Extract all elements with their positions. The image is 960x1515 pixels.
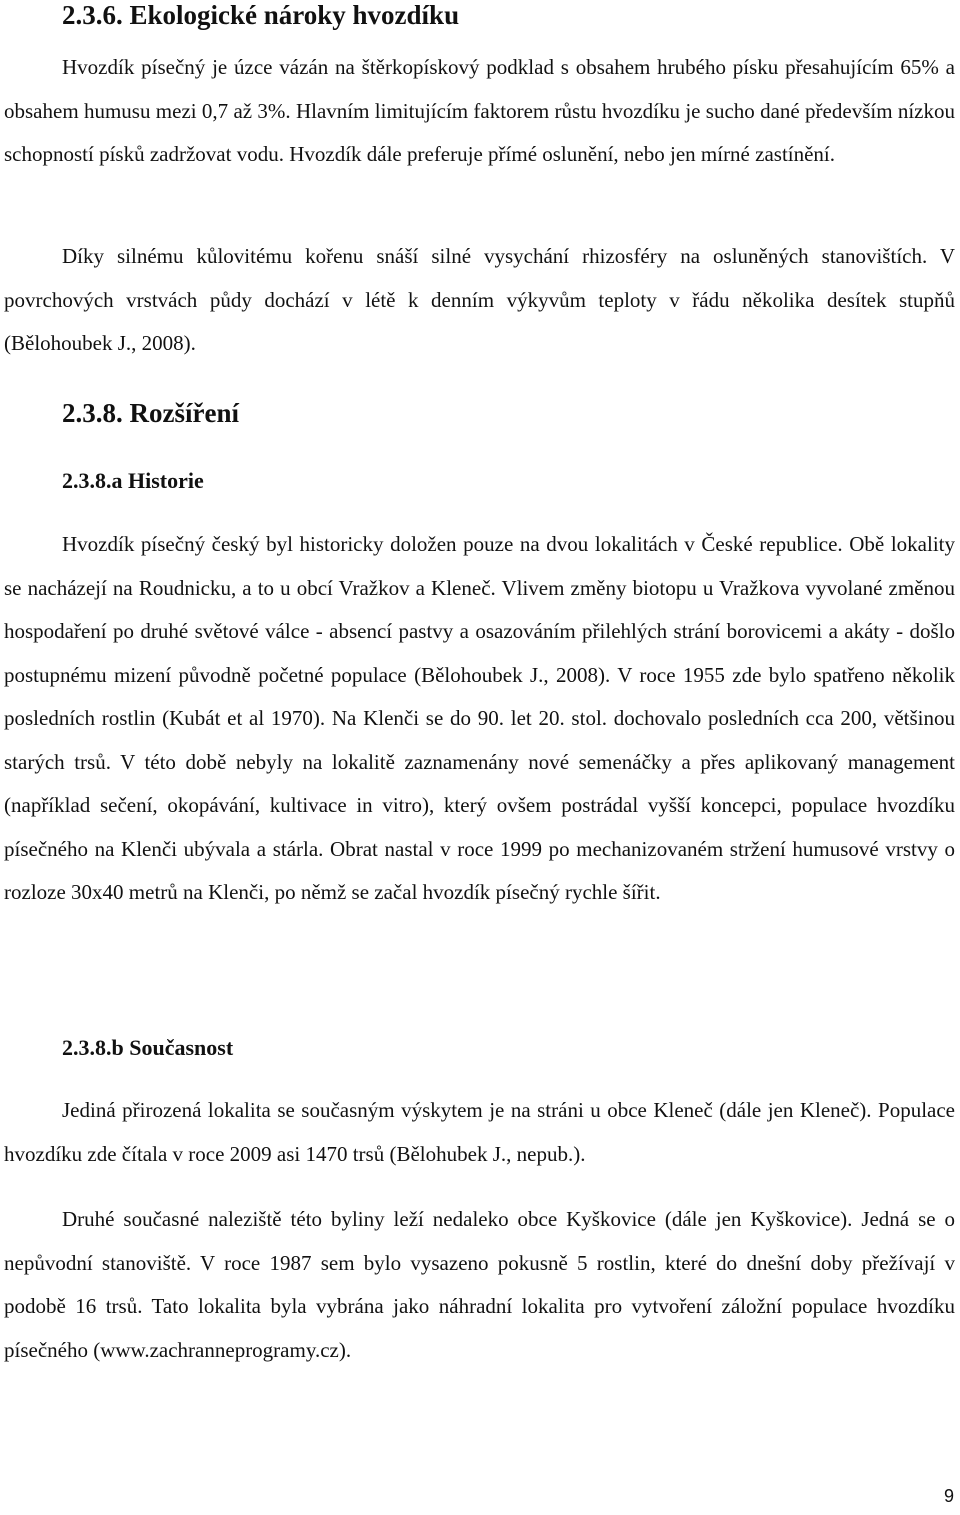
subsection-heading-history: 2.3.8.a Historie — [62, 468, 204, 493]
paragraph-ecology-2: Díky silnému kůlovitému kořenu snáší silné vysychání rhizosféry na osluněných stanovištích. V povrchových vrstvách půdy dochází v létě k denním výkyvům teploty v řádu několika desítek stupňů (Bělohoubek J., 2008). — [4, 244, 955, 355]
page-number: 9 — [943, 1486, 954, 1506]
paragraph-history: Hvozdík písečný český byl historicky doložen pouze na dvou lokalitách v České republice. Obě lokality se nacházejí na Roudnicku, a to u obcí Vražkov a Kleneč. Vlivem změny biotopu u Vražkova vyvolané změnou hospodaření po druhé světové válce - absencí pastvy a osazováním přilehlých strání borovicemi a akáty - došlo postupnému mizení původně početné populace (Bělohoubek J., 2008). V roce 1955 zde bylo spatřeno několik posledních rostlin (Kubát et al 1970). Na Klenči se do 90. let 20. stol. dochovalo posledních cca 200, většinou starých trsů. V této době nebyly na lokalitě zaznamenány nové semenáčky a přes aplikovaný management (například sečení, okopávání, kultivace in vitro), který ovšem postrádal vyšší koncepci, populace hvozdíku písečného na Klenči ubývala a stárla. Obrat nastal v roce 1999 po mechanizovaném stržení humusové vrstvy o rozloze 30x40 metrů na Klenči, po němž se začal hvozdík písečný rychle šířit. — [4, 532, 955, 904]
paragraph-present-1: Jediná přirozená lokalita se současným výskytem je na stráni u obce Kleneč (dále jen Kleneč). Populace hvozdíku zde čítala v roce 2009 asi 1470 trsů (Bělohubek J., nepub.). — [4, 1098, 955, 1166]
section-heading-distribution: 2.3.8. Rozšíření — [62, 398, 239, 428]
section-heading-ecology: 2.3.6. Ekologické nároky hvozdíku — [62, 0, 460, 30]
paragraph-ecology-1: Hvozdík písečný je úzce vázán na štěrkopískový podklad s obsahem hrubého písku přesahujícím 65% a obsahem humusu mezi 0,7 až 3%. Hlavním limitujícím faktorem růstu hvozdíku je sucho dané především nízkou schopností písků zadržovat vodu. Hvozdík dále preferuje přímé oslunění, nebo jen mírné zastínění. — [4, 55, 955, 166]
subsection-heading-present: 2.3.8.b Současnost — [62, 1035, 234, 1060]
paragraph-present-2: Druhé současné naleziště této byliny leží nedaleko obce Kyškovice (dále jen Kyškovice). Jedná se o nepůvodní stanoviště. V roce 1987 sem bylo vysazeno pokusně 5 rostlin, které do dnešní doby přežívají v podobě 16 trsů. Tato lokalita byla vybrána jako náhradní lokalita pro vytvoření záložní populace hvozdíku písečného (www.zachranneprogramy.cz). — [4, 1207, 955, 1362]
